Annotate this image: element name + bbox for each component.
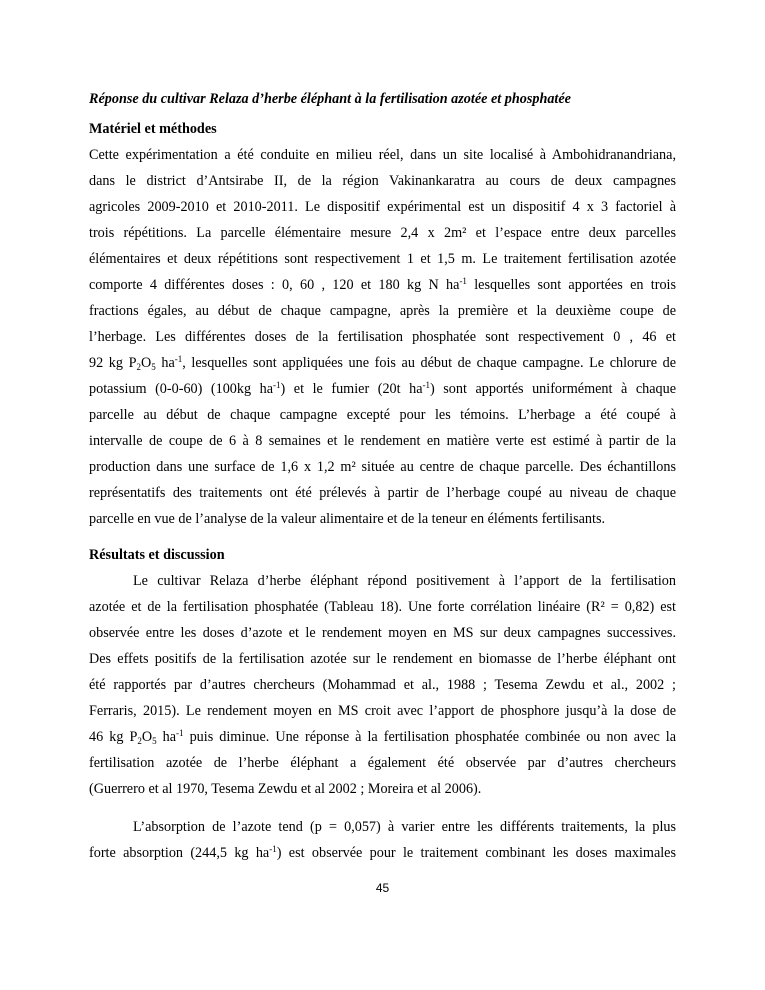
document-page xyxy=(89,86,676,866)
section-heading-results: Résultats et discussion xyxy=(89,547,225,563)
text-line: Ferraris, 2015). Le rendement moyen en MS croit avec l’apport de phosphore jusqu’à la dose de xyxy=(89,703,676,719)
text-line: Le cultivar Relaza d’herbe éléphant répond positivement à l’apport de la fertilisation xyxy=(133,573,676,589)
text-line: L’absorption de l’azote tend (p = 0,057) à varier entre les différents traitements, la plus xyxy=(133,819,676,835)
text-line: observée entre les doses d’azote et le rendement moyen en MS sur deux campagnes successives. xyxy=(89,625,676,641)
text-line: été rapportés par d’autres chercheurs (Mohammad et al., 1988 ; Tesema Zewdu et al., 2002 ; xyxy=(89,677,676,693)
text-line: comporte 4 différentes doses : 0, 60 , 120 et 180 kg N $ha^{-1}$ lesquelles sont apportées en trois xyxy=(89,276,677,293)
text-line: agricoles 2009-2010 et 2010-2011. Le dispositif expérimental est un dispositif 4 x 3 factoriel à xyxy=(89,199,676,215)
results-paragraph-2 xyxy=(89,814,676,866)
results-paragraph-1 xyxy=(89,568,676,802)
text-line: parcelle en vue de l’analyse de la valeur alimentaire et de la teneur en éléments fertilisants. xyxy=(89,511,606,527)
text-line: Des effets positifs de la fertilisation azotée sur le rendement en biomasse de l’herbe éléphant ont xyxy=(89,651,676,667)
text-line: dans le district d’Antsirabe II, de la région Vakinankaratra au cours de deux campagnes xyxy=(89,173,676,189)
section-heading-methods: Matériel et méthodes xyxy=(89,121,217,137)
text-line: 46 kg $P_2O_5$ $ha^{-1}$ puis diminue. Une réponse à la fertilisation phosphatée combinée ou non avec la xyxy=(89,728,677,746)
text-line: l’herbage. Les différentes doses de la fertilisation phosphatée sont respectivement 0 , 46 et xyxy=(89,329,676,345)
text-line: élémentaires et deux répétitions sont respectivement 1 et 1,5 m. Le traitement fertilisation azotée xyxy=(89,251,676,267)
text-line: production dans une surface de 1,6 x 1,2 m² située au centre de chaque parcelle. Des échantillons xyxy=(89,459,676,475)
text-line: 92 kg $P_2O_5$ $ha^{-1}$, lesquelles sont appliquées une fois au début de chaque campagne. Le chlorure de xyxy=(89,354,676,372)
methods-paragraph xyxy=(89,142,676,532)
text-line: Cette expérimentation a été conduite en milieu réel, dans un site localisé à Ambohidranandriana, xyxy=(89,147,676,163)
text-line: représentatifs des traitements ont été prélevés à partir de l’herbage coupé au niveau de chaque xyxy=(89,485,676,501)
text-line: fertilisation azotée de l’herbe éléphant a également été observée par d’autres chercheurs xyxy=(89,755,676,771)
text-line: azotée et de la fertilisation phosphatée (Tableau 18). Une forte corrélation linéaire (R² = 0,82) est xyxy=(89,599,676,615)
text-line: parcelle au début de chaque campagne excepté pour les témoins. L’herbage a été coupé à xyxy=(89,407,676,423)
text-line: trois répétitions. La parcelle élémentaire mesure 2,4 x 2m² et l’espace entre deux parcelles xyxy=(89,225,676,241)
text-line: (Guerrero et al 1970, Tesema Zewdu et al 2002 ; Moreira et al 2006). xyxy=(89,781,482,797)
page-title: Réponse du cultivar Relaza d’herbe éléphant à la fertilisation azotée et phosphatée xyxy=(89,91,571,107)
text-line: fractions égales, au début de chaque campagne, après la première et la deuxième coupe de xyxy=(89,303,676,319)
text-line: potassium (0-0-60) (100kg $ha^{-1}$) et le fumier (20t $ha^{-1}$) sont apportés uniformément à chaque xyxy=(89,380,677,397)
text-line: forte absorption (244,5 kg $ha^{-1}$) est observée pour le traitement combinant les doses maximales xyxy=(89,844,677,861)
page-number: 45 xyxy=(375,881,390,895)
text-line: intervalle de coupe de 6 à 8 semaines et le rendement en matière verte est estimé à partir de la xyxy=(89,433,676,449)
